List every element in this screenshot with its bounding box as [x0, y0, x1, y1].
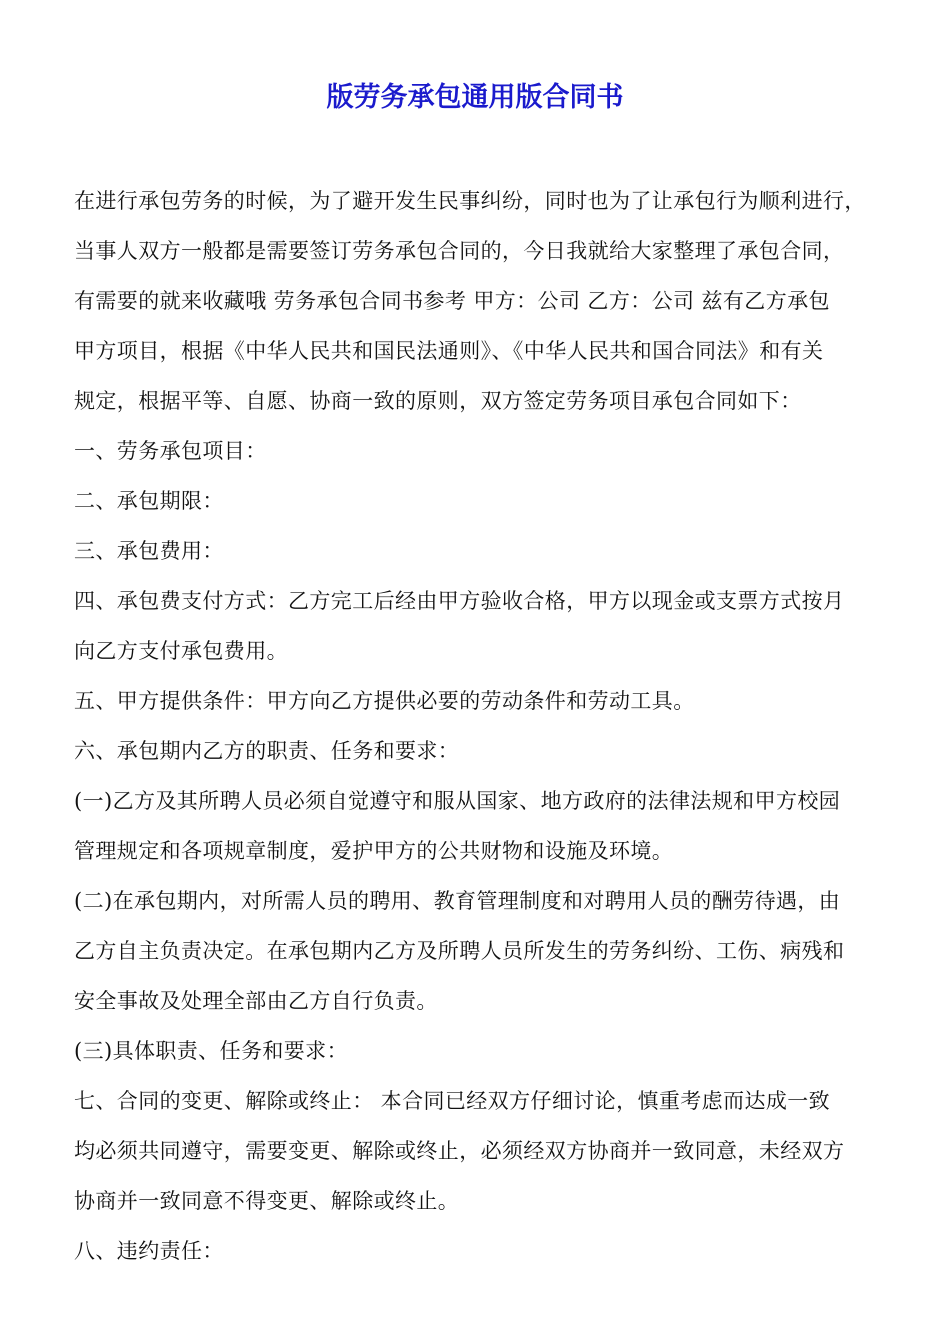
- subsection-line: (三)具体职责、任务和要求：: [74, 1039, 348, 1063]
- body-line: 有需要的就来收藏哦 劳务承包合同书参考 甲方：公司 乙方：公司 兹有乙方承包: [74, 289, 830, 313]
- body-line: 均必须共同遵守，需要变更、解除或终止，必须经双方协商并一致同意，未经双方: [74, 1139, 845, 1163]
- body-line: 管理规定和各项规章制度，爱护甲方的公共财物和设施及环境。: [74, 839, 674, 863]
- body-line: 协商并一致同意不得变更、解除或终止。: [74, 1189, 460, 1213]
- section-heading: 一、劳务承包项目：: [74, 439, 267, 463]
- document-body: [74, 176, 886, 1276]
- section-heading: 三、承包费用：: [74, 539, 224, 563]
- body-line: 安全事故及处理全部由乙方自行负责。: [74, 989, 438, 1013]
- section-heading: 二、承包期限：: [74, 489, 224, 513]
- body-line: 规定，根据平等、自愿、协商一致的原则，双方签定劳务项目承包合同如下：: [74, 389, 802, 413]
- body-line: 乙方自主负责决定。在承包期内乙方及所聘人员所发生的劳务纠纷、工伤、病残和: [74, 939, 845, 963]
- body-line: 当事人双方一般都是需要签订劳务承包合同的，今日我就给大家整理了承包合同，: [74, 239, 845, 263]
- body-line: 甲方项目，根据《中华人民共和国民法通则》、《中华人民共和国合同法》和有关: [74, 339, 824, 363]
- section-heading: 五、甲方提供条件：甲方向乙方提供必要的劳动条件和劳动工具。: [74, 689, 695, 713]
- document-title: 版劳务承包通用版合同书: [326, 82, 624, 113]
- body-line: 在进行承包劳务的时候，为了避开发生民事纠纷，同时也为了让承包行为顺利进行，: [74, 189, 866, 213]
- section-heading: 八、违约责任：: [74, 1239, 224, 1263]
- body-line: 向乙方支付承包费用。: [74, 639, 288, 663]
- section-heading: 四、承包费支付方式：乙方完工后经由甲方验收合格，甲方以现金或支票方式按月: [74, 589, 845, 613]
- subsection-line: (一)乙方及其所聘人员必须自觉遵守和服从国家、地方政府的法律法规和甲方校园: [74, 789, 841, 813]
- subsection-line: (二)在承包期内，对所需人员的聘用、教育管理制度和对聘用人员的酬劳待遇，由: [74, 889, 841, 913]
- section-heading: 七、合同的变更、解除或终止： 本合同已经双方仔细讨论，慎重考虑而达成一致: [74, 1089, 831, 1113]
- section-heading: 六、承包期内乙方的职责、任务和要求：: [74, 739, 460, 763]
